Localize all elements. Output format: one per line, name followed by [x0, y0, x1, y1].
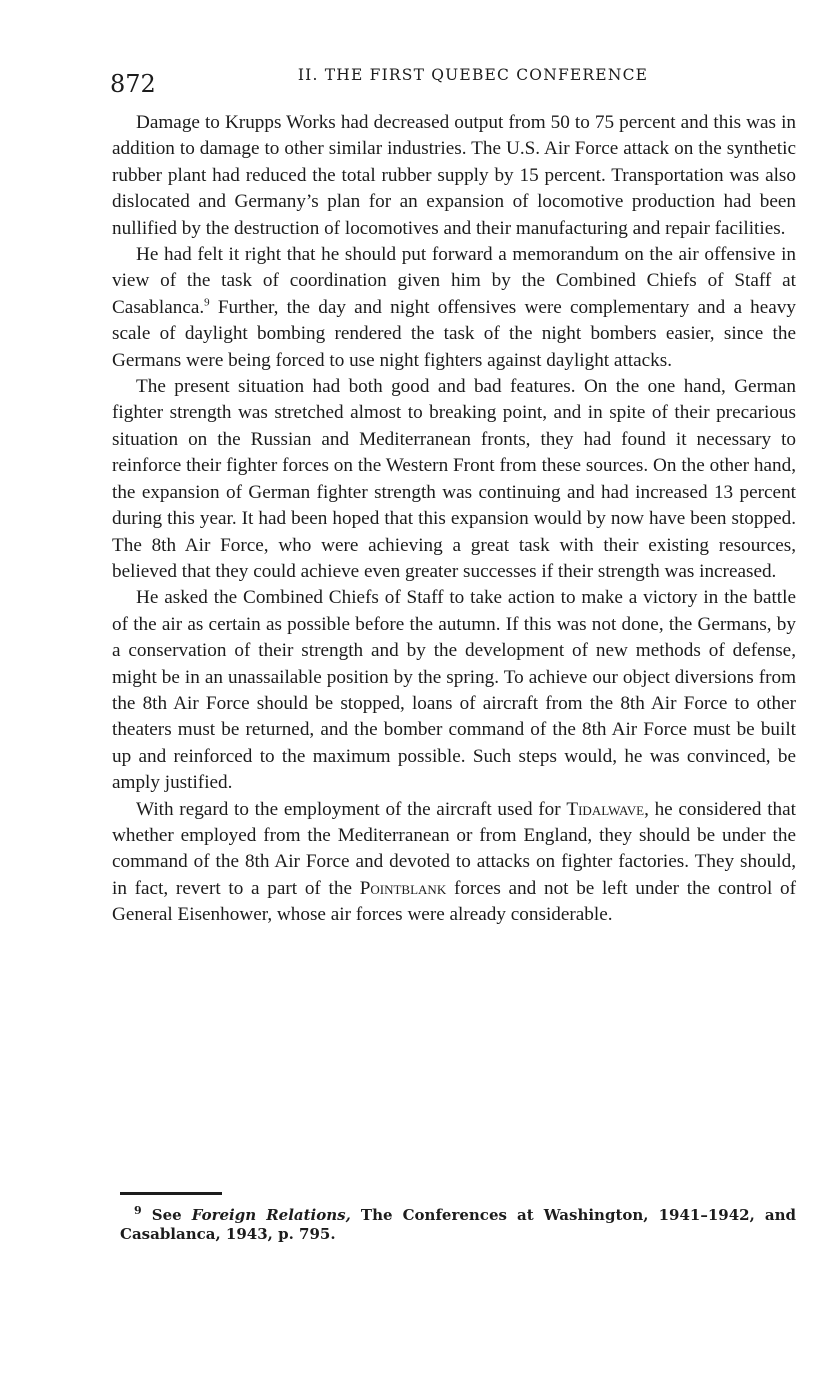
running-head: II. THE FIRST QUEBEC CONFERENCE — [297, 66, 649, 84]
paragraph-5-part-1: With regard to the employment of the aircraft used for — [136, 798, 567, 820]
page-number: 872 — [110, 70, 156, 98]
codename-tidalwave: Tidalwave — [566, 798, 645, 820]
paragraph-5-part-2: , he considered that whether employed from the Mediterranean or from England, they should be under the command of the 8th Air Force and devoted to attacks on fighter factories. They should, in fact, revert to a part of the — [112, 798, 796, 899]
footnote — [120, 1206, 796, 1244]
footnote-rest: The Conferences at Washington, 1941–1942, and Casablanca, 1943, p. 795. — [120, 1206, 796, 1243]
footnote-prefix: See — [141, 1206, 192, 1224]
footnote-title: Foreign Relations, — [191, 1206, 351, 1224]
paragraph-2 — [112, 242, 796, 374]
footnote-marker: 9 — [134, 1204, 142, 1217]
footnote-reference: 9 — [204, 296, 210, 309]
footnote-divider — [120, 1192, 222, 1195]
paragraph-5-part-3: forces and not be left under the control of General Eisenhower, whose air forces were already considerable. — [112, 877, 796, 926]
paragraph-3: The present situation had both good and bad features. On the one hand, German fighter strength was stretched almost to breaking point, and in spite of their precarious situation on the Russian and Mediterranean fronts, they had found it necessary to reinforce their fighter forces on the Western Front from these sources. On the other hand, the expansion of German fighter strength was continuing and had increased 13 percent during this year. It had been hoped that this expansion would by now have been stopped. The 8th Air Force, who were achieving a great task with their existing resources, believed that they could achieve even greater successes if their strength was increased. — [112, 376, 796, 582]
paragraph-2-text-before: He had felt it right that he should put forward a memorandum on the air offensive in view of the task of coordination given him by the Combined Chiefs of Staff at Casablanca. — [112, 244, 796, 318]
page-header — [110, 66, 796, 106]
paragraph-5 — [112, 797, 796, 929]
codename-pointblank: Pointblank — [359, 877, 447, 899]
body-text — [112, 110, 796, 929]
paragraph-2-text-after: Further, the day and night offensives were complementary and a heavy scale of daylight bombing rendered the task of the night bombers easier, since the Germans were being forced to use night fighters against daylight attacks. — [112, 296, 796, 371]
paragraph-4: He asked the Combined Chiefs of Staff to take action to make a victory in the battle of the air as certain as possible before the autumn. If this was not done, the Germans, by a conservation of their strength and by the development of new methods of defense, might be in an unassailable position by the spring. To achieve our object diversions from the 8th Air Force should be stopped, loans of aircraft from the 8th Air Force to other theaters must be returned, and the bomber command of the 8th Air Force must be built up and reinforced to the maximum possible. Such steps would, he was convinced, be amply justified. — [112, 587, 796, 794]
paragraph-1: Damage to Krupps Works had decreased output from 50 to 75 percent and this was in addition to damage to other similar industries. The U.S. Air Force attack on the synthetic rubber plant had reduced the total rubber supply by 15 percent. Transportation was also dislocated and Germany’s plan for an expansion of locomotive production had been nullified by the destruction of locomotives and their manufacturing and repair facilities. — [112, 112, 796, 239]
